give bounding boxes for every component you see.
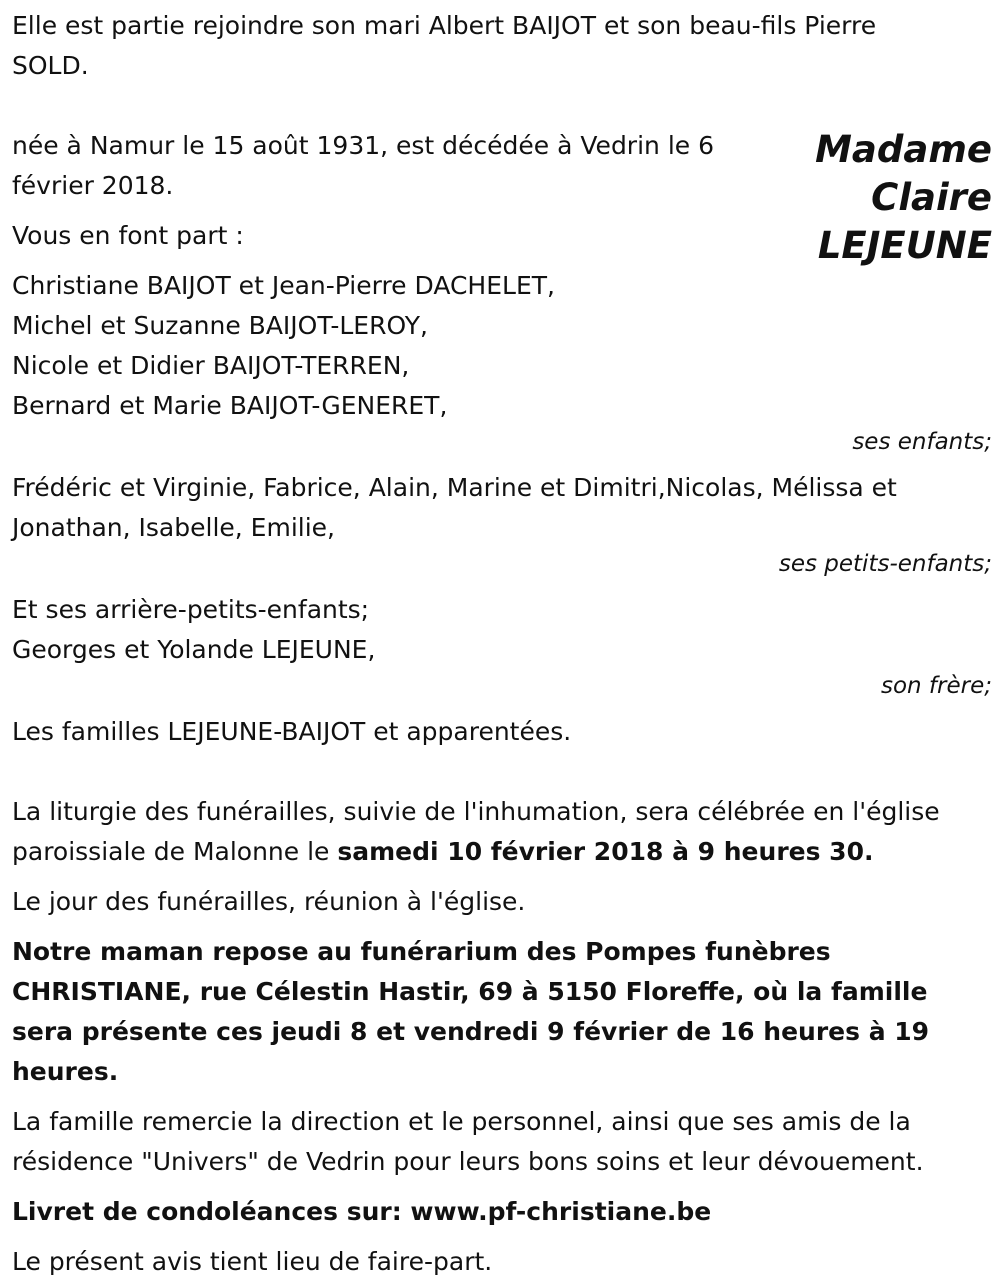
grandchildren-text: Frédéric et Virginie, Fabrice, Alain, Marine et Dimitri,Nicolas, Mélissa et Jonathan, Isabelle, Emilie, xyxy=(12,473,897,542)
funerarium-text: Notre maman repose au funérarium des Pompes funèbres CHRISTIANE, rue Célestin Hastir, 69 à 5150 Floreffe, où la famille sera présente ces jeudi 8 et vendredi 9 février de 16 heures à 19 heures. xyxy=(12,937,930,1086)
birth-death-text: née à Namur le 15 août 1931, est décédée à Vedrin le 6 février 2018. xyxy=(12,131,715,200)
families-text: Les familles LEJEUNE-BAIJOT et apparentées. xyxy=(12,717,572,746)
deceased-title: Madame xyxy=(815,128,992,171)
child-line: Nicole et Didier BAIJOT-TERREN, xyxy=(12,351,410,380)
obituary-notice xyxy=(12,6,992,1282)
deceased-name xyxy=(815,126,992,270)
gathering-text: Le jour des funérailles, réunion à l'église. xyxy=(12,887,526,916)
notice-text: Le présent avis tient lieu de faire-part. xyxy=(12,1247,493,1276)
liturgy-text xyxy=(12,792,992,872)
child-line: Bernard et Marie BAIJOT-GENERET, xyxy=(12,391,448,420)
child-line: Christiane BAIJOT et Jean-Pierre DACHELET, xyxy=(12,271,555,300)
children-role: ses enfants; xyxy=(852,429,992,455)
great-grandchildren-text: Et ses arrière-petits-enfants; xyxy=(12,595,370,624)
liturgy-date: samedi 10 février 2018 à 9 heures 30. xyxy=(337,837,874,866)
deceased-first-name: Claire xyxy=(871,176,992,219)
liturgy-intro: La liturgie des funérailles, suivie de l'inhumation, sera célébrée en l'église paroissiale de Malonne le xyxy=(12,797,940,866)
thanks-text: La famille remercie la direction et le personnel, ainsi que ses amis de la résidence "Univers" de Vedrin pour leurs bons soins et leur dévouement. xyxy=(12,1107,924,1176)
grandchildren-role: ses petits-enfants; xyxy=(778,551,992,577)
announce-text: Vous en font part : xyxy=(12,221,244,250)
deceased-last-name: LEJEUNE xyxy=(817,224,992,267)
brother-text: Georges et Yolande LEJEUNE, xyxy=(12,635,376,664)
header-block xyxy=(12,126,992,267)
brother-role: son frère; xyxy=(880,673,992,699)
header-left xyxy=(12,126,752,256)
children-list xyxy=(12,266,992,426)
intro-text: Elle est partie rejoindre son mari Albert BAIJOT et son beau-fils Pierre SOLD. xyxy=(12,11,877,80)
condolences-link: Livret de condoléances sur: www.pf-christiane.be xyxy=(12,1197,712,1226)
child-line: Michel et Suzanne BAIJOT-LEROY, xyxy=(12,311,428,340)
